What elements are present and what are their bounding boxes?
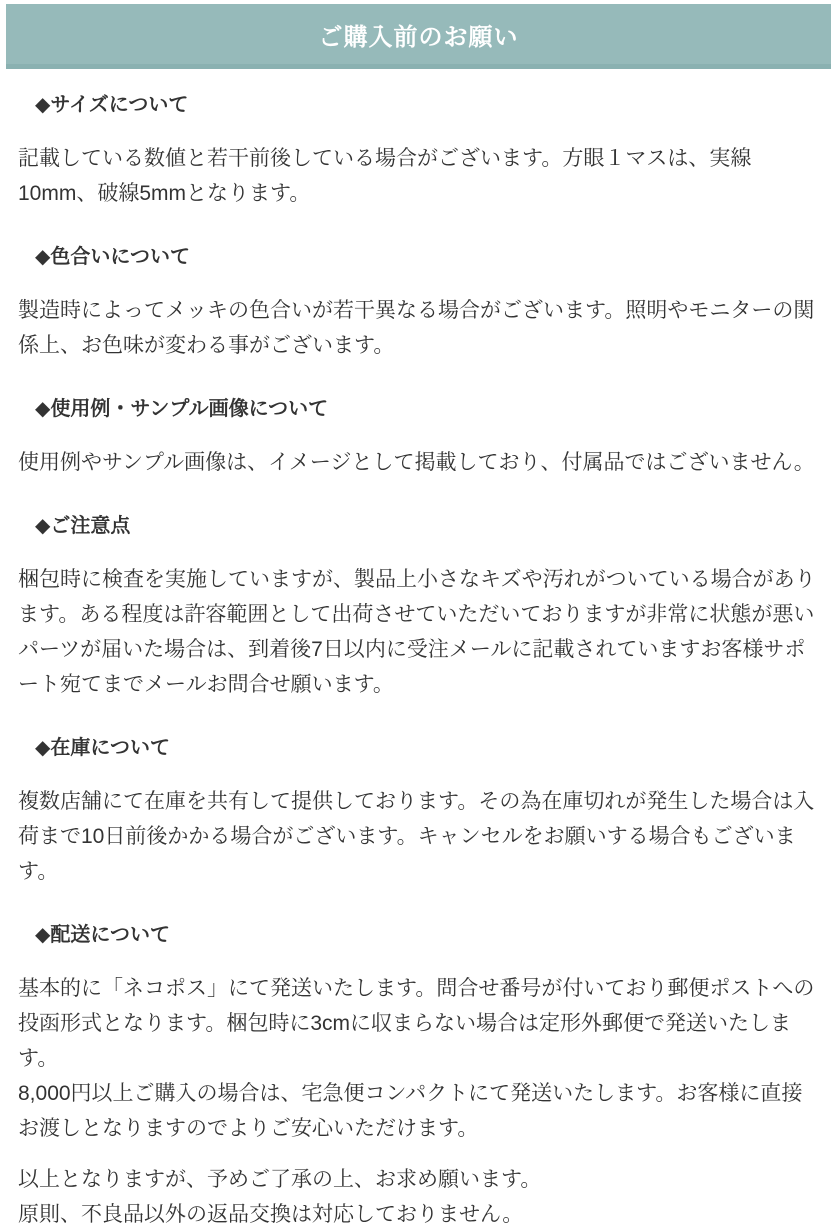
body-line: 使用例やサンプル画像は、イメージとして掲載しており、付属品ではございません。 <box>18 451 815 474</box>
notice-header-banner <box>6 4 831 69</box>
notice-content <box>0 95 837 1232</box>
section-body-size <box>18 141 819 211</box>
section-heading-shipping: ◆配送について <box>35 924 170 946</box>
page-title: ご購入前のお願い <box>318 23 519 51</box>
body-line: 8,000円以上ご購入の場合は、宅急便コンパクトにて発送いたします。お客様に直接お渡しとなりますのでよりご安心いただけます。 <box>18 1082 803 1140</box>
closing-line: 以上となりますが、予めご了承の上、お求め願います。 <box>18 1168 542 1191</box>
section-body-shipping <box>18 971 819 1146</box>
body-line: 基本的に「ネコポス」にて発送いたします。問合せ番号が付いており郵便ポストへの投函形式となります。梱包時に3cmに収まらない場合は定形外郵便で発送いたします。 <box>18 977 815 1070</box>
section-body-sample-images <box>18 445 819 480</box>
body-line: 複数店舗にて在庫を共有して提供しております。その為在庫切れが発生した場合は入荷まで10日前後かかる場合がございます。キャンセルをお願いする場合もございます。 <box>18 790 815 883</box>
section-shipping <box>18 925 819 1146</box>
section-body-cautions <box>18 562 819 702</box>
section-heading-color: ◆色合いについて <box>35 246 190 268</box>
section-heading-size: ◆サイズについて <box>35 94 189 116</box>
body-line: 梱包時に検査を実施していますが、製品上小さなキズや汚れがついている場合があります。ある程度は許容範囲として出荷させていただいておりますが非常に状態が悪いパーツが届いた場合は、到着後7日以内に受注メールに記載されていますお客様サポート宛てまでメールお問合せ願います。 <box>18 568 816 696</box>
section-heading-sample-images: ◆使用例・サンプル画像について <box>35 398 329 420</box>
body-line: 記載している数値と若干前後している場合がございます。方眼１マスは、実線10mm、破線5mmとなります。 <box>18 147 752 205</box>
section-body-color <box>18 293 819 363</box>
section-cautions <box>18 516 819 702</box>
section-heading-stock: ◆在庫について <box>35 737 170 759</box>
closing-note <box>18 1162 819 1232</box>
section-color <box>18 247 819 363</box>
body-line: 製造時によってメッキの色合いが若干異なる場合がございます。照明やモニターの関係上、お色味が変わる事がございます。 <box>18 299 815 357</box>
section-stock <box>18 738 819 889</box>
closing-line: 原則、不良品以外の返品交換は対応しておりません。 <box>18 1203 524 1226</box>
section-sample-images <box>18 399 819 480</box>
section-size <box>18 95 819 211</box>
section-body-stock <box>18 784 819 889</box>
section-heading-cautions: ◆ご注意点 <box>35 515 131 537</box>
